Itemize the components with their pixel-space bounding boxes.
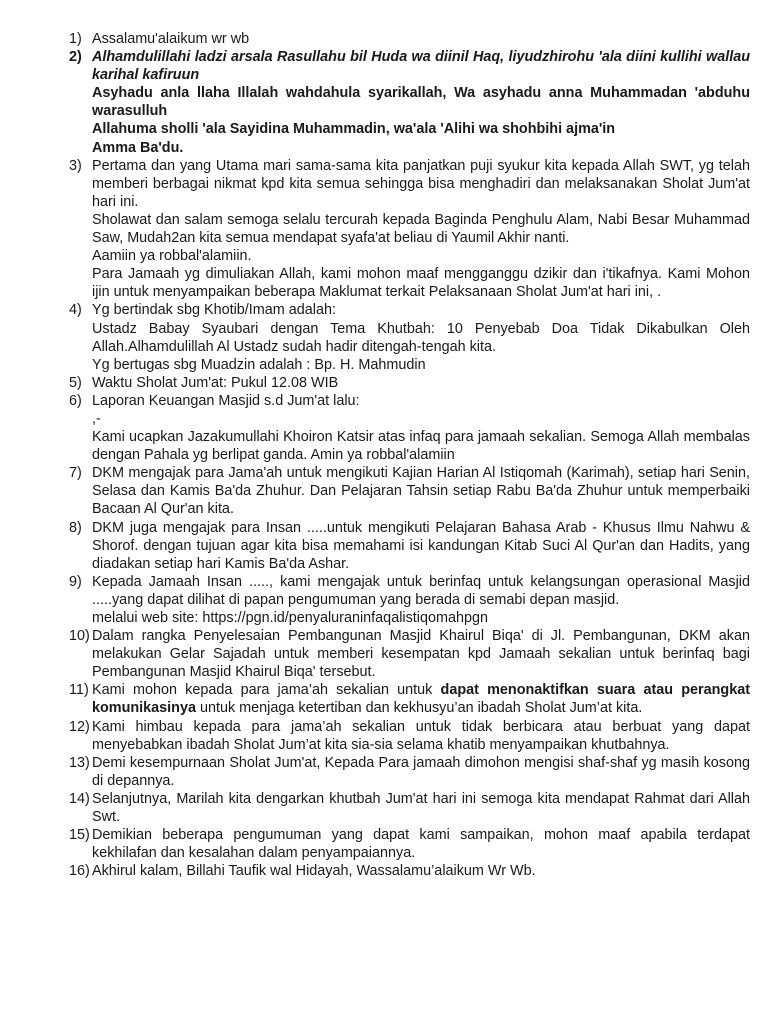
paragraph: Yg bertugas sbg Muadzin adalah : Bp. H. Mahmudin — [92, 356, 426, 373]
paragraph: Dalam rangka Penyelesaian Pembangunan Masjid Khairul Biqa' di Jl. Pembangunan, DKM akan melakukan Gelar Sajadah untuk memberi kesempatan kpd Jamaah sekalian untuk berinfaq bagi Pembangunan Masjid Khairul Biqa' tersebut. — [92, 628, 750, 681]
list-item-8 — [0, 519, 768, 573]
paragraph: Kami himbau kepada para jama’ah sekalian untuk tidak berbicara atau berbuat yang dapat menyebabkan ibadah Sholat Jum’at kita sia-sia selama khatib menyampaikan khutbahnya. — [92, 718, 750, 753]
paragraph: DKM juga mengajak para Insan .....untuk mengikuti Pelajaran Bahasa Arab - Khusus Ilmu Nahwu & Shorof. dengan tujuan agar kita bisa memahami isi kandungan Kitab Suci Al Qur'an dan Hadits, yang diadakan setiap hari Kamis Ba'da Ashar. — [92, 519, 750, 572]
paragraph-end: untuk menjaga ketertiban dan kekhusyu’an ibadah Sholat Jum’at kita. — [195, 700, 643, 717]
list-item-4 — [0, 301, 768, 373]
list-item-1 — [0, 30, 768, 48]
list-item-9 — [0, 573, 768, 627]
item-number: 4) — [69, 302, 82, 319]
paragraph: Demikian beberapa pengumuman yang dapat kami sampaikan, mohon maaf apabila terdapat kekhilafan dan kesalahan dalam penyampaiannya. — [92, 827, 750, 862]
paragraph: Demi kesempurnaan Sholat Jum'at, Kepada Para jamaah dimohon mengisi shaf-shaf yg masih kosong di depannya. — [92, 754, 750, 789]
item-number: 10) — [69, 628, 90, 645]
item-number: 8) — [69, 519, 82, 536]
bold-emphasis: dapat menonaktifkan suara atau perangkat komunikasinya — [92, 682, 750, 717]
amma-badu-text: Amma Ba'du. — [92, 139, 184, 156]
paragraph-start: Kami mohon kepada para jama’ah sekalian untuk — [92, 682, 441, 699]
paragraph: Aamiin ya robbal'alamiin. — [92, 248, 252, 265]
list-item-10 — [0, 627, 768, 681]
item-number: 6) — [69, 392, 82, 409]
paragraph: Kami ucapkan Jazakumullahi Khoiron Katsir atas infaq para jamaah sekalian. Semoga Allah membalas dengan Pahala yg berlipat ganda. Amin ya robbal'alamiin — [92, 429, 750, 464]
paragraph — [92, 681, 750, 717]
paragraph: DKM mengajak para Jama'ah untuk mengikuti Kajian Harian Al Istiqomah (Karimah), setiap hari Senin, Selasa dan Kamis Ba'da Zhuhur. Dan Pelajaran Tahsin setiap Rabu Ba'da Zhuhur untuk memperbaiki Bacaan Al Qur'an kita. — [92, 465, 750, 518]
paragraph: Laporan Keuangan Masjid s.d Jum'at lalu: — [92, 392, 360, 409]
paragraph: ,- — [92, 410, 101, 427]
item-number: 13) — [69, 754, 90, 771]
syahadat-text: Asyhadu anla llaha Illalah wahdahula syarikallah, Wa asyhadu anna Muhammadan 'abduhu warasulluh — [92, 85, 750, 120]
paragraph: Waktu Sholat Jum'at: Pukul 12.08 WIB — [92, 374, 339, 391]
document-page — [0, 30, 768, 880]
list-item-5 — [0, 374, 768, 392]
paragraph: Selanjutnya, Marilah kita dengarkan khutbah Jum'at hari ini semoga kita mendapat Rahmat dari Allah Swt. — [92, 790, 750, 826]
closing-text: Akhirul kalam, Billahi Taufik wal Hidayah, Wassalamu’alaikum Wr Wb. — [92, 863, 536, 880]
item-number: 2) — [69, 49, 82, 66]
list-item-6 — [0, 392, 768, 464]
paragraph: Pertama dan yang Utama mari sama-sama kita panjatkan puji syukur kita kepada Allah SWT, yg telah memberi berbagai nikmat kpd kita semua sehingga bisa menghadiri dan melaksanakan Sholat Jum'at hari ini. — [92, 157, 750, 210]
item-number: 9) — [69, 573, 82, 590]
item-number: 3) — [69, 157, 82, 174]
paragraph: Ustadz Babay Syaubari dengan Tema Khutbah: 10 Penyebab Doa Tidak Dikabulkan Oleh Allah.Alhamdulillah Al Ustadz sudah hadir ditengah-tengah kita. — [92, 320, 750, 355]
opening-prayer-text: Alhamdulillahi ladzi arsala Rasullahu bil Huda wa diinil Haq, liyudzhirohu 'ala diini kullihi wallau karihal kafiruun — [92, 49, 750, 84]
list-item-15 — [0, 826, 768, 862]
list-item-13 — [0, 754, 768, 790]
item-number: 7) — [69, 465, 82, 482]
paragraph: Para Jamaah yg dimuliakan Allah, kami mohon maaf mengganggu dzikir dan i'tikafnya. Kami Mohon ijin untuk menyampaikan beberapa Maklumat terkait Pelaksanaan Sholat Jum'at hari ini, . — [92, 266, 750, 301]
website-line: melalui web site: https://pgn.id/penyaluraninfaqalistiqomahpgn — [92, 610, 488, 626]
paragraph: Sholawat dan salam semoga selalu tercurah kepada Baginda Penghulu Alam, Nabi Besar Muhammad Saw, Mudah2an kita semua mendapat syafa'at beliau di Yaumil Akhir nanti. — [92, 211, 750, 247]
list-item-12 — [0, 718, 768, 754]
list-item-14 — [0, 790, 768, 826]
item-number: 5) — [69, 374, 82, 391]
list-item-16 — [0, 862, 768, 880]
list-item-11 — [0, 681, 768, 717]
sholawat-text: Allahuma sholli 'ala Sayidina Muhammadin, wa'ala 'Alihi wa shohbihi ajma'in — [92, 121, 616, 138]
list-item-7 — [0, 464, 768, 518]
item-number: 15) — [69, 827, 90, 844]
item-number: 1) — [69, 31, 82, 47]
item-number: 16) — [69, 863, 90, 880]
greeting-text: Assalamu'alaikum wr wb — [92, 31, 250, 47]
item-number: 11) — [69, 682, 89, 699]
paragraph: Kepada Jamaah Insan ....., kami mengajak untuk berinfaq untuk kelangsungan operasional Masjid .....yang dapat dilihat di papan pengumuman yang berada di semabi depan masjid. — [92, 573, 750, 608]
item-number: 12) — [69, 718, 90, 735]
paragraph: Yg bertindak sbg Khotib/Imam adalah: — [92, 302, 336, 319]
list-item-3 — [0, 157, 768, 302]
list-item-2 — [0, 48, 768, 157]
item-number: 14) — [69, 790, 90, 807]
